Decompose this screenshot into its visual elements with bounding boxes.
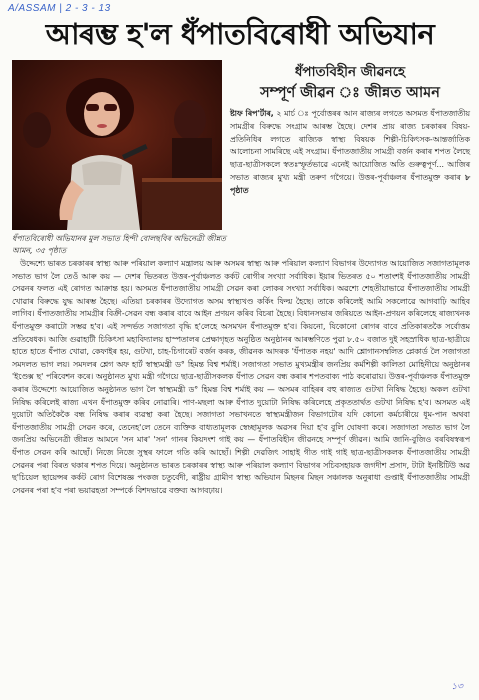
intro-text: ২ মাৰ্চ ঃ পূৰ্বোত্তৰৰ আন ৰাজ্যৰ লগতে অসমত ধঁপাতজাতীয় সামগ্ৰীৰ বিৰুদ্ধে সংগ্ৰাম আৰম্ভ হৈছে। দেশৰ প্ৰায় ৰাজ্য চৰকাৰৰ বিষয়-প্ৰতিনিধিৰ লগতে ৰাজ্যিক স্বাস্থ্য বিষয়ক শিল্পী-চিকিৎসক-আন্তৰ্জাতিক আলোচনা সামৰিছে এই সংগ্ৰাম। ধঁপাতজাতীয় সামগ্ৰী বৰ্জন কৰাৰ শপত লৈছে ছাত্ৰ-ছাত্ৰীসকলে স্বতঃস্ফূৰ্তভাৱে এনেই আয়োজিত অতি গুৰুত্বপূৰ্ণ... আজিৰ সভাত ৰাজ্যৰ মুখ্য মন্ত্ৰী তৰুণ গগৈয়ে। উত্তৰ-পূৰ্বাঞ্চলৰ ধঁপাতমুক্ত কৰাৰ: [230, 109, 470, 182]
subheadline-line-2: সম্পূৰ্ণ জীৱন ঃ জীন্নত আমন: [260, 84, 440, 101]
subheadline: [230, 62, 470, 104]
article-photo: [12, 60, 222, 230]
headline: আৰম্ভ হ'ল ধঁপাতবিৰোধী অভিযান: [45, 17, 435, 51]
intro-paragraph: [230, 108, 470, 198]
continued-note: ৮ পৃষ্ঠাত: [230, 172, 470, 195]
subheadline-line-1: ধঁপাতবিহীন জীৱনহে: [294, 64, 406, 80]
page-mark: ১৩: [451, 682, 463, 692]
dateline: A/ASSAM | 2 - 3 - 13: [8, 3, 111, 14]
body-paragraph: উদ্দেশ্যে ভাৰত চৰকাৰৰ স্বাস্থ্য আৰু পৰিয়াল কল্যাণ মন্ত্ৰালয় আৰু অসমৰ স্বাস্থ্য আৰু পৰিয়াল কল্যাণ বিভাগৰ উদ্যোগত আয়োজিত সজাগতামূলক সভাত ভাগ লৈ তেওঁ আৰু কয় — দেশৰ ভিতৰত উত্তৰ-পূৰ্বাঞ্চলত কৰ্কট ৰোগীৰ সংখ্যা সৰ্বাধিক। ইয়াৰ ভিতৰত ৫০ শতাংশই ধঁপাতজাতীয় সামগ্ৰী সেৱনৰ ফলত এই ৰোগত আক্ৰান্ত হয়। অসমত ধঁপাতজাতীয় সামগ্ৰী সেৱন কৰা লোকৰ সংখ্যা সৰ্বাধিক। অৱশ্যে শেহতীয়াভাৱে ধঁপাতজাতীয় সামগ্ৰী খোৱাৰ বিৰুদ্ধে যুদ্ধ আৰম্ভ হৈছে। এতিয়া চৰকাৰৰ উদ্যোগত অসম স্বাস্থ্যখণ্ড কৰ্কিং ফিল্ম হৈছে। তাকে কৰিলেই আমি সকলোৱে আগবাঢ়ি আহিব লাগিব। ধঁপাতজাতীয় সামগ্ৰীৰ বিক্ৰী-সেৱন বন্ধ কৰাৰ বাবে আইন প্ৰণয়ন কৰিব বিচৰা হৈছে। বিধানসভাৰ জৰিয়তে আইন-প্ৰণয়ন কৰিলেহে ৰাজ্যখনক ধঁপাতমুক্ত কৰাটো সম্ভৱ হ'ব। এই সন্দৰ্ভত সজাগতা বৃদ্ধি হ'লেহে অসমখন ধঁপাতমুক্ত হ'ব। কিয়নো, যিকোনো ৰোগৰ বাবে প্ৰতিকাৰতকৈ সৰ্বোত্তম প্ৰতিষেধক। আজি গুৱাহাটী চিকিৎসা মহাবিদ্যালয় হাস্পতালৰ প্ৰেক্ষাগৃহত অনুষ্ঠিত অনুষ্ঠানৰ আৰম্ভণিতে পুৱা ৮.৫০ বজাত দুই সহস্ৰাধিক ছাত্ৰ-ছাত্ৰীয়ে হাতে হাতে ধঁপাত খোৱা, কেফাইৰ হয়, গুটখা, চাহ-চিগাৰেট বৰ্জন কৰক, জীৱনক আদৰক 'ধঁপাতক নহয়' আদি শ্লোগানসম্বলিত প্লেকাৰ্ড লৈ সজাগতা সমদলত ভাগ লয়। সমদলৰ শ্লেগ অফ হাৰ্ট স্বাস্থ্যমন্ত্ৰী ড° হিমন্ত বিশ্ব শৰ্মাই। সজাগতা সভাত মুখ্যমন্ত্ৰীৰ জনপ্ৰিয় কৰ্মশিল্পী কালিতা মোহিনীয়ে অনুষ্ঠানৰ 'ইণ্ডেক্স ছ' পৰিবেশন কৰে। অনুষ্ঠানত মুখ্য মন্ত্ৰী গগৈয়ে ছাত্ৰ-ছাত্ৰীসকলক ধঁপাত সেৱন বন্ধ কৰাৰ শপতবাক্য পাঠ কৰোৱায়। উত্তৰ-পূৰ্বাঞ্চলক ধঁপাতমুক্ত কৰাৰ উদ্দেশ্যে আয়োজিত অনুষ্ঠানত ভাগ লৈ স্বাস্থ্যমন্ত্ৰী ড° হিমন্ত বিশ্ব শৰ্মাই কয় — অসমৰ বাহিৰৰ বহু ৰাজ্যত গুটখা নিষিদ্ধ হৈছে। অকল গুটখা নিষিদ্ধ কৰিলেই ৰাজ্য এখন ধঁপাতমুক্ত কৰিব নোৱাৰি। পাণ-মছলা আৰু ধঁপাত দুয়োটা নিষিদ্ধ কৰিলেহে প্ৰকৃততাৰ্থত গুটখা নিষিদ্ধ হ'ব। অসমত এই দুয়োটা অতিকৈকৈ বন্ধ নিষিদ্ধ কৰাৰ ব্যৱস্থা কৰা হৈছে। সজাগতা সভাখনতে স্বাস্থ্যমন্ত্ৰীজন বিভাগটোৰ যদি কোনো কৰ্মচাৰীয়ে ধূম-পান অথবা ধঁপাতজাতীয় সামগ্ৰী সেৱন কৰে, তেনেহ'লে তেনে ব্যক্তিক বাধ্যতামূলক স্বেচ্ছামূলক অৱসৰ দিয়া হ'ব বুলি ঘোষণা কৰে। সজাগতা সভাত ভাগ লৈ জনপ্ৰিয় অভিনেত্ৰী জীন্নত আমনে 'সন মাৰ' 'সন' গানৰ কিয়দংশ গাই কয় — ধঁপাতবিহীন জীৱনহে সম্পূৰ্ণ জীৱন। আমি জানি-বুজিও বৰবিষস্বৰূপ ধঁপাত সেৱন কৰি আছোঁ। নিজে নিজে সুস্থৰ ফালে গতি কৰি আছোঁ। শিল্পী দেৱজিৎ সাহাই গীত গাই গাই ছাত্ৰ-ছাত্ৰীসকলক ধঁপাতজাতীয় সামগ্ৰী সেৱনৰ পৰা বিৰত থকাৰ শপত দিয়ে। অনুষ্ঠানত ভাৰত চৰকাৰৰ স্বাস্থ্য আৰু পৰিয়াল কল্যাণ বিভাগৰ সচিবসহায়ক জগদীশ প্ৰসাদ, টাটা ইনষ্টিটিউ অৱ ছ'চিয়েল ছায়েন্সৰ কৰ্কট ৰোগ বিশেষজ্ঞ পংকজ চতুৰ্বেদী, ৰাষ্ট্ৰীয় গ্ৰামীণ স্বাস্থ্য অভিযান মিছনৰ মিছন সঞ্চালক অনুৰাধা গুপ্তাই ধঁপাতজাতীয় সামগ্ৰী সেৱনৰ পৰা হ'ব পৰা ভয়াৱহতা সম্পৰ্কে বিশদভাৱে বক্তব্য আগবঢ়ায়।: [12, 259, 470, 495]
article-body: [12, 258, 470, 497]
photo-caption: ধঁপাতবিৰোধী অভিযানৰ মুল সভাত হিন্দী বোলছবিৰ অভিনেত্ৰী জীন্নত আমন, ৩৫ পৃষ্ঠাত: [12, 234, 226, 255]
byline: ষ্টাফ ৰিপ'ৰ্টাৰ,: [230, 109, 274, 118]
speaker-photo-icon: [12, 60, 222, 230]
